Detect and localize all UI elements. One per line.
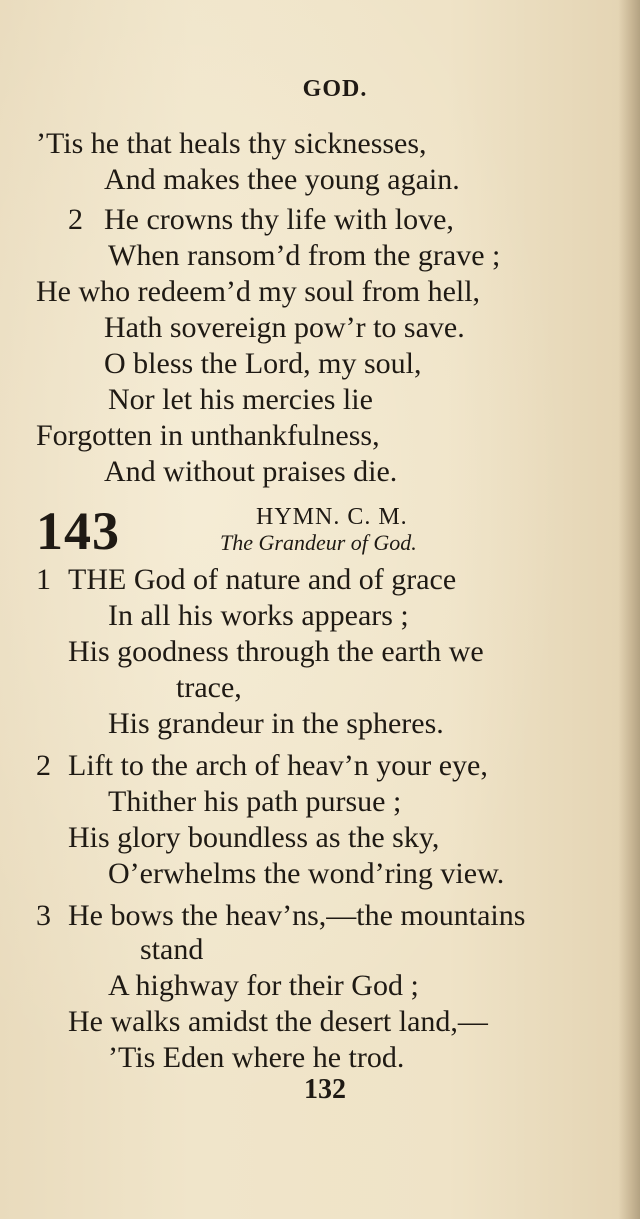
poem-line: Lift to the arch of heav’n your eye, — [68, 749, 488, 782]
poem-line: ’Tis Eden where he trod. — [108, 1041, 405, 1074]
running-header: GOD. — [302, 76, 368, 102]
poem-line: trace, — [176, 671, 242, 704]
poem-line: He crowns thy life with love, — [104, 203, 454, 236]
page-edge-shadow — [618, 0, 640, 1219]
page-number: 132 — [304, 1074, 346, 1105]
poem-line: Nor let his mercies lie — [108, 383, 373, 416]
hymn-title: HYMN. C. M. — [256, 504, 408, 530]
poem-line: When ransom’d from the grave ; — [108, 239, 501, 272]
poem-line: O bless the Lord, my soul, — [104, 347, 422, 380]
poem-line: And without praises die. — [104, 455, 398, 488]
verse-number: 2 — [68, 203, 83, 236]
verse-number: 1 — [36, 563, 51, 596]
verse-number: 3 — [36, 899, 51, 932]
verse-number: 2 — [36, 749, 51, 782]
poem-line: THE God of nature and of grace — [68, 563, 457, 596]
poem-line: Forgotten in unthankfulness, — [36, 419, 380, 452]
poem-line: His grandeur in the spheres. — [108, 707, 444, 740]
poem-line: A highway for their God ; — [108, 969, 419, 1002]
poem-line: O’erwhelms the wond’ring view. — [108, 857, 505, 890]
poem-line: He walks amidst the desert land,— — [68, 1005, 488, 1038]
hymn-number: 143 — [36, 501, 120, 561]
poem-line: His goodness through the earth we — [68, 635, 484, 668]
poem-line: stand — [140, 933, 204, 966]
hymn-subtitle: The Grandeur of God. — [220, 530, 417, 555]
poem-line: He bows the heav’ns,—the mountains — [68, 899, 526, 932]
poem-line: His glory boundless as the sky, — [68, 821, 440, 854]
poem-line: Thither his path pursue ; — [108, 785, 402, 818]
poem-line: He who redeem’d my soul from hell, — [36, 275, 481, 308]
poem-line: ’Tis he that heals thy sicknesses, — [36, 127, 427, 160]
poem-line: And makes thee young again. — [104, 163, 460, 196]
poem-line: Hath sovereign pow’r to save. — [104, 311, 465, 344]
poem-line: In all his works appears ; — [108, 599, 409, 632]
